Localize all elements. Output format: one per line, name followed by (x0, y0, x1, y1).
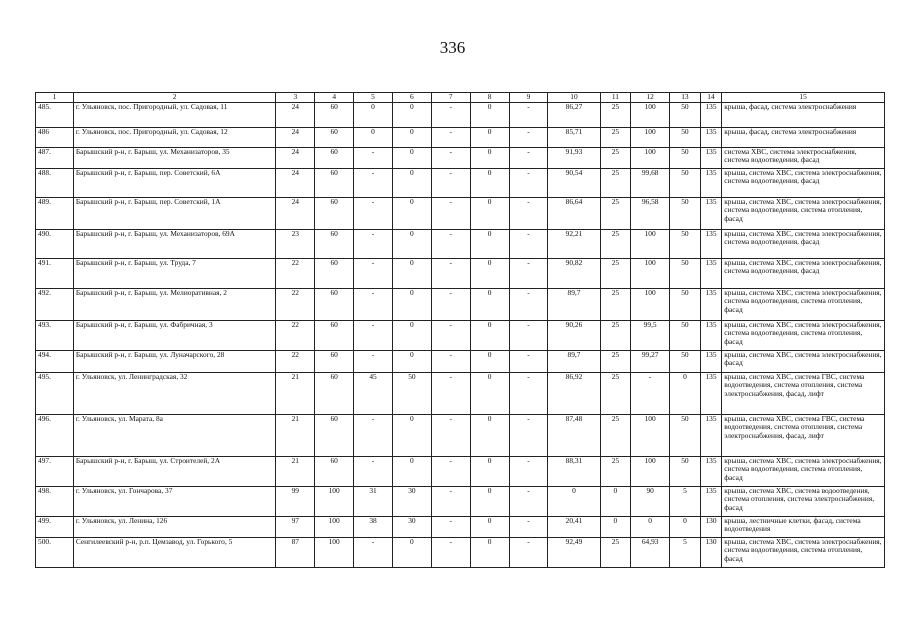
value-cell: 0 (392, 229, 431, 258)
works-cell: крыша, система ХВС, система ГВС, система водоотведения, система отопления, система электроснабжения, фасад, лифт (722, 414, 885, 456)
value-cell: 135 (700, 372, 721, 414)
value-cell: - (431, 350, 470, 372)
table-row (36, 147, 885, 168)
value-cell: 100 (315, 486, 354, 516)
value-cell: 91,93 (548, 147, 600, 168)
value-cell: 25 (600, 414, 631, 456)
value-cell: - (354, 320, 393, 350)
column-number: 6 (392, 93, 431, 103)
value-cell: - (509, 288, 548, 320)
value-cell: 50 (670, 102, 701, 127)
column-number: 5 (354, 93, 393, 103)
value-cell: 0 (470, 456, 509, 486)
value-cell: 100 (315, 516, 354, 537)
value-cell: 135 (700, 147, 721, 168)
value-cell: 99,27 (631, 350, 670, 372)
value-cell: 100 (631, 288, 670, 320)
address-cell: Барышский р-н, г. Барыш, ул. Строителей, 2А (73, 456, 276, 486)
value-cell: 0 (392, 537, 431, 567)
row-number-cell: 492. (36, 288, 74, 320)
value-cell: 0 (470, 168, 509, 197)
value-cell: 0 (354, 102, 393, 127)
value-cell: 60 (315, 229, 354, 258)
value-cell: 0 (670, 516, 701, 537)
table-row (36, 350, 885, 372)
value-cell: - (431, 516, 470, 537)
works-cell: крыша, система ХВС, система электроснабжения, система водоотведения, фасад (722, 258, 885, 288)
value-cell: 0 (392, 288, 431, 320)
value-cell: 92,49 (548, 537, 600, 567)
value-cell: 100 (631, 147, 670, 168)
value-cell: 135 (700, 456, 721, 486)
value-cell: 0 (392, 258, 431, 288)
column-number: 4 (315, 93, 354, 103)
value-cell: 0 (470, 229, 509, 258)
value-cell: 90 (631, 486, 670, 516)
value-cell: 50 (670, 127, 701, 147)
address-cell: Барышский р-н, г. Барыш, пер. Советский, 6А (73, 168, 276, 197)
works-cell: крыша, система ХВС, система электроснабжения, система водоотведения, фасад (722, 168, 885, 197)
table-row (36, 372, 885, 414)
address-cell: г. Ульяновск, ул. Ленина, 126 (73, 516, 276, 537)
value-cell: 25 (600, 537, 631, 567)
value-cell: - (431, 229, 470, 258)
value-cell: - (354, 258, 393, 288)
works-cell: крыша, система ХВС, система электроснабжения, система водоотведения, система отопления, фасад (722, 197, 885, 229)
value-cell: - (431, 102, 470, 127)
value-cell: - (631, 372, 670, 414)
value-cell: 24 (276, 127, 315, 147)
value-cell: 25 (600, 147, 631, 168)
column-number: 1 (36, 93, 74, 103)
works-cell: крыша, система ХВС, система электроснабжения, система водоотведения, система отопления, фасад (722, 320, 885, 350)
table-row (36, 197, 885, 229)
value-cell: - (509, 486, 548, 516)
works-cell: крыша, система ХВС, система электроснабжения, система водоотведения, фасад (722, 229, 885, 258)
value-cell: - (509, 350, 548, 372)
value-cell: 25 (600, 320, 631, 350)
value-cell: 135 (700, 350, 721, 372)
value-cell: 0 (354, 127, 393, 147)
address-cell: Барышский р-н, г. Барыш, ул. Луначарского, 28 (73, 350, 276, 372)
value-cell: 0 (631, 516, 670, 537)
value-cell: 5 (670, 537, 701, 567)
value-cell: - (509, 127, 548, 147)
value-cell: - (509, 168, 548, 197)
value-cell: 25 (600, 102, 631, 127)
value-cell: 0 (470, 147, 509, 168)
value-cell: 21 (276, 456, 315, 486)
address-cell: г. Ульяновск, пос. Пригородный, ул. Садовая, 12 (73, 127, 276, 147)
works-cell: крыша, система ХВС, система электроснабжения, фасад (722, 350, 885, 372)
value-cell: 0 (392, 414, 431, 456)
row-number-cell: 493. (36, 320, 74, 350)
value-cell: 50 (670, 288, 701, 320)
value-cell: 0 (392, 102, 431, 127)
address-cell: Барышский р-н, г. Барыш, ул. Механизаторов, 35 (73, 147, 276, 168)
table-row (36, 486, 885, 516)
row-number-cell: 485. (36, 102, 74, 127)
value-cell: - (354, 147, 393, 168)
value-cell: - (431, 372, 470, 414)
value-cell: - (354, 168, 393, 197)
value-cell: 22 (276, 350, 315, 372)
value-cell: 45 (354, 372, 393, 414)
address-cell: г. Ульяновск, ул. Ленинградская, 32 (73, 372, 276, 414)
value-cell: - (431, 320, 470, 350)
value-cell: - (509, 372, 548, 414)
value-cell: 0 (470, 516, 509, 537)
value-cell: 99 (276, 486, 315, 516)
works-cell: система ХВС, система электроснабжения, система водоотведения, фасад (722, 147, 885, 168)
address-cell: Барышский р-н, г. Барыш, ул. Мелиоративная, 2 (73, 288, 276, 320)
value-cell: 0 (392, 147, 431, 168)
table-row (36, 258, 885, 288)
value-cell: 50 (670, 258, 701, 288)
value-cell: 25 (600, 288, 631, 320)
value-cell: - (509, 516, 548, 537)
value-cell: 50 (670, 229, 701, 258)
value-cell: - (431, 414, 470, 456)
value-cell: 60 (315, 102, 354, 127)
value-cell: 86,64 (548, 197, 600, 229)
value-cell: 60 (315, 288, 354, 320)
column-number: 3 (276, 93, 315, 103)
table-row (36, 320, 885, 350)
value-cell: 25 (600, 456, 631, 486)
value-cell: 20,41 (548, 516, 600, 537)
value-cell: 0 (600, 486, 631, 516)
row-number-cell: 488. (36, 168, 74, 197)
value-cell: 25 (600, 197, 631, 229)
value-cell: - (431, 127, 470, 147)
row-number-cell: 486 (36, 127, 74, 147)
value-cell: - (431, 537, 470, 567)
value-cell: 100 (631, 258, 670, 288)
address-cell: г. Ульяновск, пос. Пригородный, ул. Садовая, 11 (73, 102, 276, 127)
value-cell: 30 (392, 486, 431, 516)
value-cell: 38 (354, 516, 393, 537)
value-cell: - (431, 197, 470, 229)
row-number-cell: 495. (36, 372, 74, 414)
value-cell: 130 (700, 537, 721, 567)
value-cell: 135 (700, 168, 721, 197)
value-cell: 0 (470, 350, 509, 372)
row-number-cell: 489. (36, 197, 74, 229)
column-number: 11 (600, 93, 631, 103)
value-cell: 60 (315, 372, 354, 414)
column-number: 15 (722, 93, 885, 103)
value-cell: 89,7 (548, 288, 600, 320)
value-cell: - (354, 197, 393, 229)
address-cell: Барышский р-н, г. Барыш, пер. Советский, 1А (73, 197, 276, 229)
value-cell: 135 (700, 229, 721, 258)
table-row (36, 516, 885, 537)
address-cell: г. Ульяновск, ул. Гончарова, 37 (73, 486, 276, 516)
value-cell: - (509, 102, 548, 127)
value-cell: 60 (315, 127, 354, 147)
value-cell: - (509, 537, 548, 567)
value-cell: 135 (700, 486, 721, 516)
column-number-row (36, 93, 885, 103)
column-number: 10 (548, 93, 600, 103)
value-cell: 135 (700, 127, 721, 147)
value-cell: 90,82 (548, 258, 600, 288)
works-cell: крыша, фасад, система электроснабжения (722, 127, 885, 147)
value-cell: 0 (548, 486, 600, 516)
value-cell: - (431, 168, 470, 197)
value-cell: 135 (700, 320, 721, 350)
table-row (36, 288, 885, 320)
works-cell: крыша, система ХВС, система ГВС, система водоотведения, система отопления, система электроснабжения, фасад, лифт (722, 372, 885, 414)
address-cell: Сенгилеевский р-н, р.п. Цемзавод, ул. Горького, 5 (73, 537, 276, 567)
column-number: 9 (509, 93, 548, 103)
row-number-cell: 496. (36, 414, 74, 456)
value-cell: 50 (670, 350, 701, 372)
value-cell: 0 (600, 516, 631, 537)
value-cell: 87,48 (548, 414, 600, 456)
value-cell: - (354, 456, 393, 486)
value-cell: 0 (470, 320, 509, 350)
value-cell: 0 (470, 197, 509, 229)
value-cell: 60 (315, 456, 354, 486)
column-number: 13 (670, 93, 701, 103)
value-cell: - (431, 486, 470, 516)
value-cell: 24 (276, 197, 315, 229)
value-cell: 135 (700, 102, 721, 127)
value-cell: 50 (392, 372, 431, 414)
works-cell: крыша, система ХВС, система электроснабжения, система водоотведения, система отопления, фасад (722, 288, 885, 320)
value-cell: 135 (700, 414, 721, 456)
value-cell: 0 (470, 288, 509, 320)
value-cell: - (509, 320, 548, 350)
column-number: 14 (700, 93, 721, 103)
value-cell: 0 (670, 372, 701, 414)
value-cell: 89,7 (548, 350, 600, 372)
value-cell: 25 (600, 168, 631, 197)
value-cell: 22 (276, 258, 315, 288)
value-cell: 25 (600, 350, 631, 372)
value-cell: - (509, 258, 548, 288)
value-cell: 21 (276, 414, 315, 456)
value-cell: - (354, 414, 393, 456)
value-cell: 25 (600, 372, 631, 414)
value-cell: 97 (276, 516, 315, 537)
address-cell: Барышский р-н, г. Барыш, ул. Труда, 7 (73, 258, 276, 288)
value-cell: 0 (392, 456, 431, 486)
column-number: 8 (470, 93, 509, 103)
value-cell: 60 (315, 350, 354, 372)
row-number-cell: 497. (36, 456, 74, 486)
value-cell: - (509, 229, 548, 258)
value-cell: 0 (470, 414, 509, 456)
value-cell: 90,54 (548, 168, 600, 197)
value-cell: 0 (470, 127, 509, 147)
value-cell: 100 (631, 229, 670, 258)
value-cell: 88,31 (548, 456, 600, 486)
value-cell: 60 (315, 414, 354, 456)
value-cell: 5 (670, 486, 701, 516)
value-cell: 86,27 (548, 102, 600, 127)
row-number-cell: 499. (36, 516, 74, 537)
value-cell: 92,21 (548, 229, 600, 258)
value-cell: 60 (315, 147, 354, 168)
value-cell: 0 (470, 372, 509, 414)
table-row (36, 537, 885, 567)
value-cell: 60 (315, 320, 354, 350)
value-cell: 25 (600, 127, 631, 147)
value-cell: 100 (631, 102, 670, 127)
value-cell: 64,93 (631, 537, 670, 567)
value-cell: 22 (276, 320, 315, 350)
address-cell: Барышский р-н, г. Барыш, ул. Механизаторов, 69А (73, 229, 276, 258)
value-cell: 24 (276, 147, 315, 168)
table-row (36, 127, 885, 147)
value-cell: 0 (392, 127, 431, 147)
value-cell: - (354, 537, 393, 567)
value-cell: 87 (276, 537, 315, 567)
row-number-cell: 487. (36, 147, 74, 168)
value-cell: - (354, 229, 393, 258)
value-cell: 50 (670, 147, 701, 168)
value-cell: - (509, 456, 548, 486)
value-cell: 100 (631, 456, 670, 486)
value-cell: 135 (700, 258, 721, 288)
value-cell: 0 (470, 537, 509, 567)
column-number: 2 (73, 93, 276, 103)
value-cell: 50 (670, 456, 701, 486)
address-cell: Барышский р-н, г. Барыш, ул. Фабричная, 3 (73, 320, 276, 350)
value-cell: 0 (470, 258, 509, 288)
table-row (36, 229, 885, 258)
row-number-cell: 490. (36, 229, 74, 258)
value-cell: - (431, 288, 470, 320)
value-cell: 99,5 (631, 320, 670, 350)
works-cell: крыша, система ХВС, система электроснабжения, система водоотведения, система отопления, фасад (722, 456, 885, 486)
value-cell: 0 (392, 350, 431, 372)
value-cell: 86,92 (548, 372, 600, 414)
value-cell: - (509, 414, 548, 456)
works-cell: крыша, лестничные клетки, фасад, система водоотведения (722, 516, 885, 537)
value-cell: - (431, 258, 470, 288)
value-cell: - (431, 456, 470, 486)
table-row (36, 102, 885, 127)
housing-table (35, 92, 885, 568)
value-cell: 100 (631, 414, 670, 456)
value-cell: - (509, 197, 548, 229)
value-cell: 100 (315, 537, 354, 567)
table-row (36, 168, 885, 197)
value-cell: 22 (276, 288, 315, 320)
value-cell: 0 (470, 102, 509, 127)
value-cell: 24 (276, 102, 315, 127)
table-row (36, 456, 885, 486)
value-cell: 0 (470, 486, 509, 516)
value-cell: 96,58 (631, 197, 670, 229)
value-cell: 60 (315, 258, 354, 288)
address-cell: г. Ульяновск, ул. Марата, 8а (73, 414, 276, 456)
value-cell: - (354, 288, 393, 320)
value-cell: - (354, 350, 393, 372)
value-cell: 23 (276, 229, 315, 258)
value-cell: 24 (276, 168, 315, 197)
value-cell: - (431, 147, 470, 168)
table-row (36, 414, 885, 456)
column-number: 7 (431, 93, 470, 103)
value-cell: 60 (315, 197, 354, 229)
value-cell: 135 (700, 288, 721, 320)
value-cell: 130 (700, 516, 721, 537)
works-cell: крыша, фасад, система электроснабжения (722, 102, 885, 127)
value-cell: 99,68 (631, 168, 670, 197)
row-number-cell: 498. (36, 486, 74, 516)
value-cell: 25 (600, 229, 631, 258)
value-cell: 50 (670, 197, 701, 229)
value-cell: 50 (670, 320, 701, 350)
value-cell: 21 (276, 372, 315, 414)
value-cell: 85,71 (548, 127, 600, 147)
value-cell: 50 (670, 414, 701, 456)
column-number: 12 (631, 93, 670, 103)
value-cell: - (509, 147, 548, 168)
row-number-cell: 500. (36, 537, 74, 567)
row-number-cell: 491. (36, 258, 74, 288)
value-cell: 25 (600, 258, 631, 288)
value-cell: 0 (392, 168, 431, 197)
works-cell: крыша, система ХВС, система водоотведения, система отопления, система электроснабжения, фасад (722, 486, 885, 516)
value-cell: 60 (315, 168, 354, 197)
value-cell: 50 (670, 168, 701, 197)
value-cell: 30 (392, 516, 431, 537)
value-cell: 135 (700, 197, 721, 229)
value-cell: 31 (354, 486, 393, 516)
row-number-cell: 494. (36, 350, 74, 372)
value-cell: 90,26 (548, 320, 600, 350)
works-cell: крыша, система ХВС, система электроснабжения, система водоотведения, система отопления, фасад (722, 537, 885, 567)
value-cell: 100 (631, 127, 670, 147)
value-cell: 0 (392, 320, 431, 350)
value-cell: 0 (392, 197, 431, 229)
page-number: 336 (439, 38, 466, 57)
